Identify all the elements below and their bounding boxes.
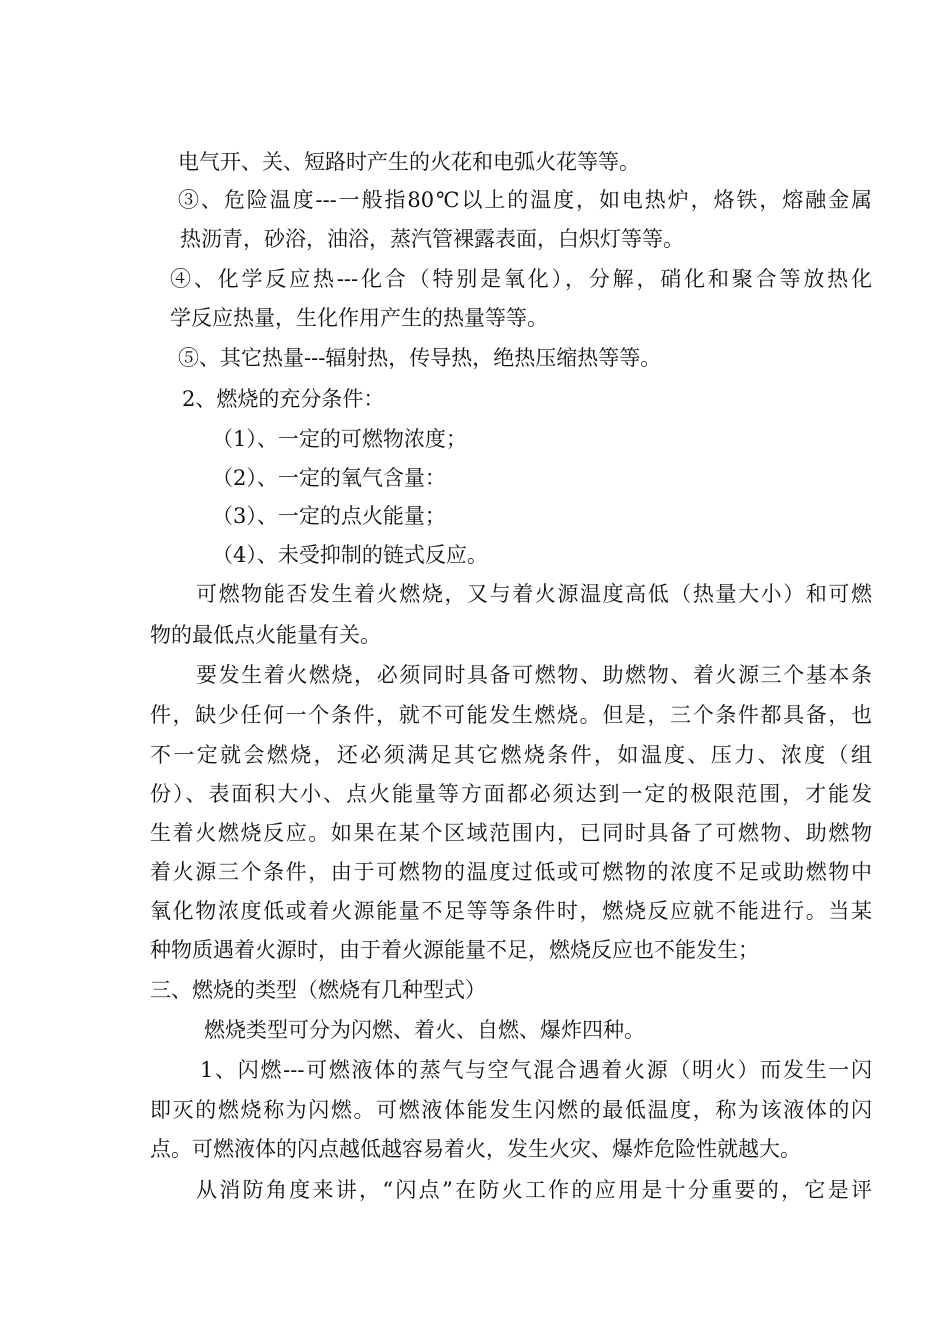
text-line-25: 即灭的燃烧称为闪燃。可燃液体能发生闪燃的最低温度，称为该液体的闪 [150, 1098, 872, 1122]
text-line-2: ③、危险温度---一般指80℃以上的温度，如电热炉，烙铁，熔融金属 [178, 188, 872, 212]
text-line-19: 着火源三个条件，由于可燃物的温度过低或可燃物的浓度不足或助燃物中 [150, 860, 872, 884]
text-line-17: 份）、表面积大小、点火能量等方面都必须达到一定的极限范围，才能发 [150, 782, 872, 806]
text-line-27: 从消防角度来讲，“闪点”在防火工作的应用是十分重要的，它是评 [196, 1178, 872, 1202]
text-line-6: ⑤、其它热量---辐射热，传导热，绝热压缩热等等。 [178, 346, 662, 370]
section-heading-3: 三、燃烧的类型（燃烧有几种型式） [150, 978, 486, 1002]
text-line-5: 学反应热量，生化作用产生的热量等等。 [170, 306, 548, 330]
list-item-2: （2）、一定的氧气含量： [212, 466, 446, 490]
text-line-1: 电气开、关、短路时产生的火花和电弧火花等等。 [178, 150, 640, 174]
text-line-4: ④、化学反应热---化合（特别是氧化），分解，硝化和聚合等放热化 [170, 267, 872, 291]
text-line-14: 要发生着火燃烧，必须同时具备可燃物、助燃物、着火源三个基本条 [196, 663, 872, 687]
text-line-26: 点。可燃液体的闪点越低越容易着火，发生火灾、爆炸危险性就越大。 [150, 1137, 801, 1161]
text-line-3: 热沥青，砂浴，油浴，蒸汽管裸露表面，白炽灯等等。 [180, 227, 684, 251]
text-line-16: 不一定就会燃烧，还必须满足其它燃烧条件，如温度、压力、浓度（组 [150, 743, 872, 767]
text-line-15: 件，缺少任何一个条件，就不可能发生燃烧。但是，三个条件都具备，也 [150, 703, 872, 727]
text-line-18: 生着火燃烧反应。如果在某个区域范围内，已同时具备了可燃物、助燃物 [150, 821, 872, 845]
text-line-13: 物的最低点火能量有关。 [150, 623, 381, 647]
text-line-24: 1、闪燃---可燃液体的蒸气与空气混合遇着火源（明火）而发生一闪 [200, 1058, 872, 1082]
text-line-12: 可燃物能否发生着火燃烧，又与着火源温度高低（热量大小）和可燃 [196, 582, 872, 606]
section-heading-2: 2、燃烧的充分条件： [182, 387, 385, 411]
list-item-4: （4）、未受抑制的链式反应。 [212, 543, 488, 567]
text-line-20: 氧化物浓度低或着火源能量不足等等条件时，燃烧反应就不能进行。当某 [150, 899, 872, 923]
list-item-1: （1）、一定的可燃物浓度； [212, 427, 467, 451]
list-item-3: （3）、一定的点火能量； [212, 504, 446, 528]
text-line-21: 种物质遇着火源时，由于着火源能量不足，燃烧反应也不能发生； [150, 938, 759, 962]
text-line-23: 燃烧类型可分为闪燃、着火、自燃、爆炸四种。 [204, 1018, 645, 1042]
